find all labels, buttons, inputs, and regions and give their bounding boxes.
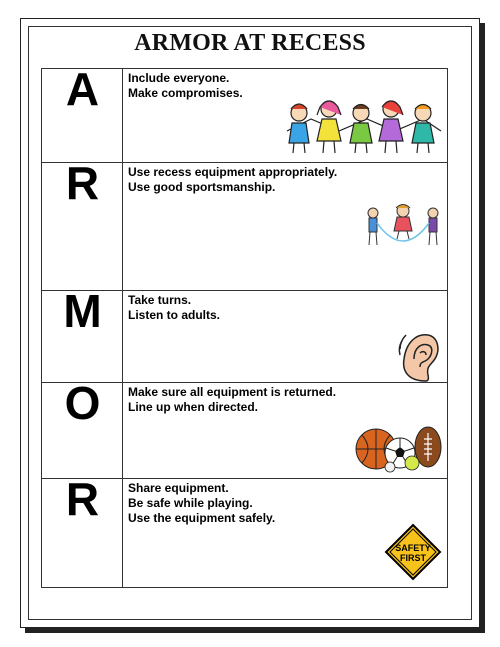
ear-icon: [396, 331, 442, 383]
table-row-o: [42, 377, 447, 479]
acronym-letter: R: [65, 157, 100, 209]
letter-cell: [42, 157, 123, 290]
rule-line: Listen to adults.: [128, 308, 221, 322]
table-row-m: [42, 285, 447, 383]
table-row-r1: [42, 157, 447, 291]
rule-line: Use the equipment safely.: [128, 511, 276, 525]
rule-cell: [128, 291, 443, 382]
rule-line: Make sure all equipment is returned.: [128, 385, 337, 399]
armor-table: [41, 63, 448, 588]
letter-cell: [42, 63, 123, 162]
jump-rope-kids-icon: [363, 201, 443, 256]
rule-line: Line up when directed.: [128, 400, 259, 414]
rule-cell: [128, 479, 443, 587]
rule-line: Use recess equipment appropriately.: [128, 165, 338, 179]
rule-line: Make compromises.: [128, 86, 243, 100]
safety-first-sign-icon: [384, 523, 442, 581]
rule-cell: [128, 69, 443, 162]
rule-cell: [128, 383, 443, 478]
sports-balls-icon: [354, 423, 444, 473]
acronym-letter: R: [65, 473, 100, 525]
rule-line: Be safe while playing.: [128, 496, 253, 510]
rule-line: Use good sportsmanship.: [128, 180, 276, 194]
children-holding-hands-icon: [283, 97, 443, 157]
sign-text-line-2: FIRST: [400, 553, 426, 563]
table-row-r2: [42, 473, 447, 587]
letter-cell: [42, 285, 123, 382]
acronym-letter: A: [65, 63, 100, 115]
rule-line: Include everyone.: [128, 71, 230, 85]
letter-cell: [42, 377, 123, 478]
page-title: ARMOR AT RECESS: [134, 30, 366, 56]
acronym-letter: M: [63, 285, 102, 337]
rule-line: Share equipment.: [128, 481, 229, 495]
sign-text-line-1: SAFETY: [395, 543, 431, 553]
rule-cell: [128, 163, 443, 290]
rule-line: Take turns.: [128, 293, 192, 307]
acronym-letter: O: [64, 377, 101, 429]
letter-cell: [42, 473, 123, 587]
table-row-a: [42, 63, 447, 163]
